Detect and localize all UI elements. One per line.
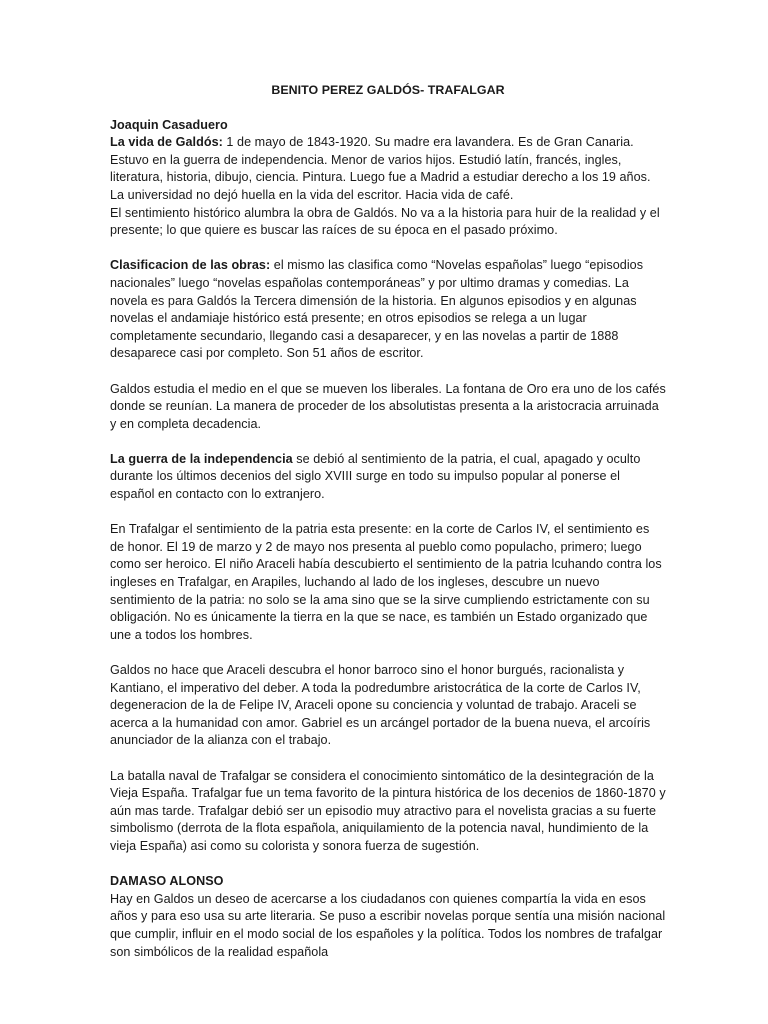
classification-label: Clasificacion de las obras:: [110, 258, 271, 273]
paragraph-patria-sentiment: En Trafalgar el sentimiento de la patria esta presente: en la corte de Carlos IV, el sentimiento es de honor. El 19 de marzo y 2 de mayo nos presenta al pueblo como populacho, primero; luego como ser heroico. El niño Araceli había descubierto el sentimiento de la patria lcuhando contra los ingleses en Trafalgar, en Arapiles, luchando al lado de los ingleses, descubre un nuevo sentimiento de la patria: no solo se la ama sino que se la sirve cumpliendo estrictamente con su obligación. No es únicamente la tierra en la que se nace, es también un Estado organizado que une a todos los hombres.: [110, 522, 662, 642]
paragraph-honor: Galdos no hace que Araceli descubra el honor barroco sino el honor burgués, racionalista y Kantiano, el imperativo del deber. A toda la podredumbre aristocrática de la corte de Carlos IV, degeneracion de la de Felipe IV, Araceli opone su conciencia y voluntad de trabajo. Araceli se acerca a la humanidad con amor. Gabriel es un arcángel portador de la buena nueva, el arcoíris anunciador de la alianza con el trabajo.: [110, 663, 651, 748]
independence-war-label: La guerra de la independencia: [110, 451, 293, 466]
independence-war-text: se debió al sentimiento de la patria, el cual, apagado y oculto durante los últimos decenios del siglo XVIII surge en todo su impulso popular al ponerse el español en contacto con lo extranjero.: [110, 451, 641, 502]
author-heading-alonso: DAMASO ALONSO: [110, 874, 224, 889]
classification-text: el mismo las clasifica como “Novelas españolas” luego “episodios nacionales” luego “novelas españolas contemporáneas” y por ultimo dramas y comedias. La novela es para Galdós la Tercera dimensión de la historia. En algunos episodios y en algunas novelas el andamiaje histórico está presente; en otros episodios se relega a un lugar completamente secundario, llegando casi a desaparecer, y en las novelas a partir de 1888 desaparece casi por completo. Son 51 años de escritor.: [110, 258, 644, 361]
paragraph-classification: [110, 257, 666, 363]
paragraph-naval-battle: La batalla naval de Trafalgar se considera el conocimiento sintomático de la desintegración de la Vieja España. Trafalgar fue un tema favorito de la pintura histórica de los decenios de 1860-1870 y aún mas tarde. Trafalgar debió ser un episodio muy atractivo para el novelista gracias a su fuerte simbolismo (derrota de la flota española, aniquilamiento de la potencia naval, hundimiento de la vieja España) asi como su colorista y sonora fuerza de sugestión.: [110, 768, 666, 853]
paragraph-alonso: [110, 873, 666, 961]
author-heading-casaduero: Joaquin Casaduero: [110, 117, 228, 132]
document-page: [110, 82, 666, 979]
paragraph-liberals: Galdos estudia el medio en el que se mueven los liberales. La fontana de Oro era uno de los cafés donde se reunían. La manera de proceder de los absolutistas presenta a la aristocracia arruinada y en completa decadencia.: [110, 381, 666, 431]
biography-label: La vida de Galdós:: [110, 135, 223, 150]
historical-sentiment-text: El sentimiento histórico alumbra la obra de Galdós. No va a la historia para huir de la realidad y el presente; lo que quiere es buscar las raíces de su época en el pasado próximo.: [110, 205, 660, 238]
paragraph-biography: [110, 117, 666, 240]
biography-text: 1 de mayo de 1843-1920. Su madre era lavandera. Es de Gran Canaria. Estuvo en la guerra de independencia. Menor de varios hijos. Estudió latín, francés, ingles, literatura, historia, dibujo, ciencia. Pintura. Luego fue a Madrid a estudiar derecho a los 19 años. La universidad no dejó huella en la vida del escritor. Hacia vida de café.: [110, 135, 651, 202]
alonso-text: Hay en Galdos un deseo de acercarse a los ciudadanos con quienes compartía la vida en esos años y para eso usa su arte literaria. Se puso a escribir novelas porque sentía una misión nacional que cumplir, influir en el modo social de los españoles y la política. Todos los nombres de trafalgar son simbólicos de la realidad española: [110, 891, 666, 959]
paragraph-independence-war: [110, 451, 666, 504]
document-title: BENITO PEREZ GALDÓS- TRAFALGAR: [271, 83, 505, 97]
